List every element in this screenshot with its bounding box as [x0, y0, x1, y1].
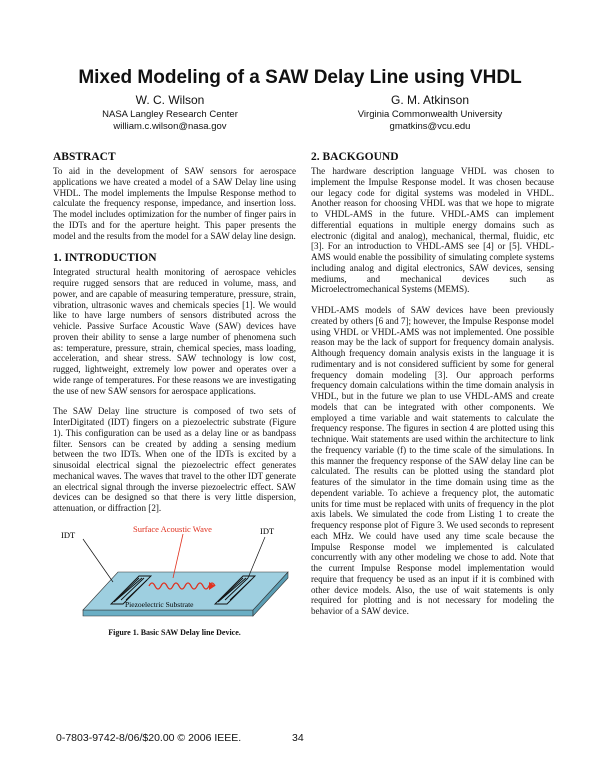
abstract-heading: ABSTRACT	[53, 151, 116, 163]
copyright-footer: 0-7803-9742-8/06/$20.00 © 2006 IEEE.	[56, 732, 242, 744]
idt-right-label: IDT	[260, 525, 275, 536]
paper-title: Mixed Modeling of a SAW Delay Line using VHDL	[78, 67, 522, 88]
idt-left-label: IDT	[61, 529, 76, 540]
author-affiliation: Virginia Commonwealth University	[357, 109, 503, 120]
author-block-2	[300, 93, 560, 133]
saw-device-diagram	[53, 520, 296, 620]
author-email: william.c.wilson@nasa.gov	[113, 121, 227, 132]
background-heading: 2. BACKGOUND	[311, 151, 399, 163]
author-name: G. M. Atkinson	[390, 93, 470, 107]
introduction-heading: 1. INTRODUCTION	[53, 252, 157, 265]
author-block-1	[40, 93, 300, 133]
author-email: gmatkins@vcu.edu	[389, 121, 471, 132]
wave-pointer-line	[173, 534, 183, 578]
idt-left-pointer	[83, 539, 113, 582]
introduction-paragraph-1: Integrated structural health monitoring of aerospace vehicles require rugged sensors that are reduced in volume, mass, and power, and are capable of measuring temperature, pressure, strain, vibration, ultrasonic waves and chemicals species [1]. We would like to have large numbers of sensors distributed across the vehicle. Passive Surface Acoustic Wave (SAW) devices have proven their ability to sense a large number of phenomena such as: temperature, pressure, strain, chemical species, mass loading, acceleration, and shear stress. SAW technology is low cost, rugged, lightweight, extremely low power and operates over a wide range of temperatures. For these reasons we are investigating the use of new SAW sensors for aerospace applications.	[53, 267, 296, 396]
left-column	[53, 150, 296, 639]
page-number: 34	[292, 732, 304, 744]
background-paragraph-2: VHDL-AMS models of SAW devices have been previously created by others [6 and 7]; however, the Impulse Response model using VHDL or VHDL-AMS was not implemented. One possible reason may be the lack of support for frequency domain analysis. Although frequency domain analysis exists in the language it is rudimentary and is not considered sufficient by some for general frequency domain modeling [3]. Our approach performs frequency domain calculations within the time domain analysis in VHDL, but in the future we plan to use VHDL-AMS and create models that can be integrated with other components. We employed a time variable and wait statements to calculate the frequency response. The figures in section 4 are plotted using this technique. Wait statements are used within the architecture to link the frequency variable (f) to the time scale of the simulations. In this manner the frequency response of the SAW delay line can be calculated. The results can be plotted using the standard plot features of the simulator in the time domain using time as the dependent variable. To achieve a frequency plot, the automatic units for time must be replaced with units of frequency in the plot axis labels. We simulated the code from Listing 1 to create the frequency response plot of Figure 3. We used seconds to represent each MHz. We could have used any time scale because the Impulse Response model we implemented is calculated concurrently with any other modeling we chose to add. Note that the current Impulse Response model implementation would require that frequency be used as an input if it is combined with other device models. Also, the use of wait statements is only required for plotting and is not necessary for modeling the behavior of a SAW device.	[311, 305, 554, 616]
figure-1-caption: Figure 1. Basic SAW Delay line Device.	[108, 627, 241, 637]
right-column	[311, 150, 554, 627]
author-name: W. C. Wilson	[135, 93, 205, 107]
abstract-text: To aid in the development of SAW sensors for aerospace applications we have created a model of a SAW Delay line using VHDL. The model implements the Impulse Response method to calculate the frequency response, impedance, and insertion loss. The model includes optimization for the number of finger pairs in the IDTs and for the aperture height. This paper presents the model and the results from the model for a SAW delay line design.	[53, 166, 296, 241]
substrate-front-face	[83, 610, 253, 616]
background-paragraph-1: The hardware description language VHDL was chosen to implement the Impulse Response model. It was chosen because our legacy code for digital systems was modeled in VHDL. Another reason for choosing VHDL was that we hope to migrate to VHDL-AMS in the future. VHDL-AMS can implement differential equations in multiple energy domains such as electronic (digital and analog), mechanical, thermal, fluidic, etc [3]. For an introduction to VHDL-AMS see [4] or [5]. VHDL-AMS would enable the possibility of simulating complete systems including analog and digital electronics, SAW devices, sensing mediums, and mechanical devices such as Microelectromechanical Systems (MEMS).	[311, 166, 554, 295]
figure-1	[53, 520, 296, 620]
substrate-label: Piezoelectric Substrate	[125, 599, 194, 609]
introduction-paragraph-2: The SAW Delay line structure is composed of two sets of InterDigitated (IDT) fingers on a piezoelectric substrate (Figure 1). This configuration can be used as a delay line or as bandpass filter. Sensors can be created by adding a sensing medium between the two IDTs. When one of the IDTs is excited by a sinusoidal electrical signal the piezoelectric effect generates mechanical waves. The waves that travel to the other IDT generate an electrical signal through the inverse piezoelectric effect. SAW devices can be designed so that there is very little dispersion, attenuation, or diffraction [2].	[53, 406, 296, 513]
author-affiliation: NASA Langley Research Center	[102, 109, 238, 120]
wave-label: Surface Acoustic Wave	[133, 523, 212, 534]
